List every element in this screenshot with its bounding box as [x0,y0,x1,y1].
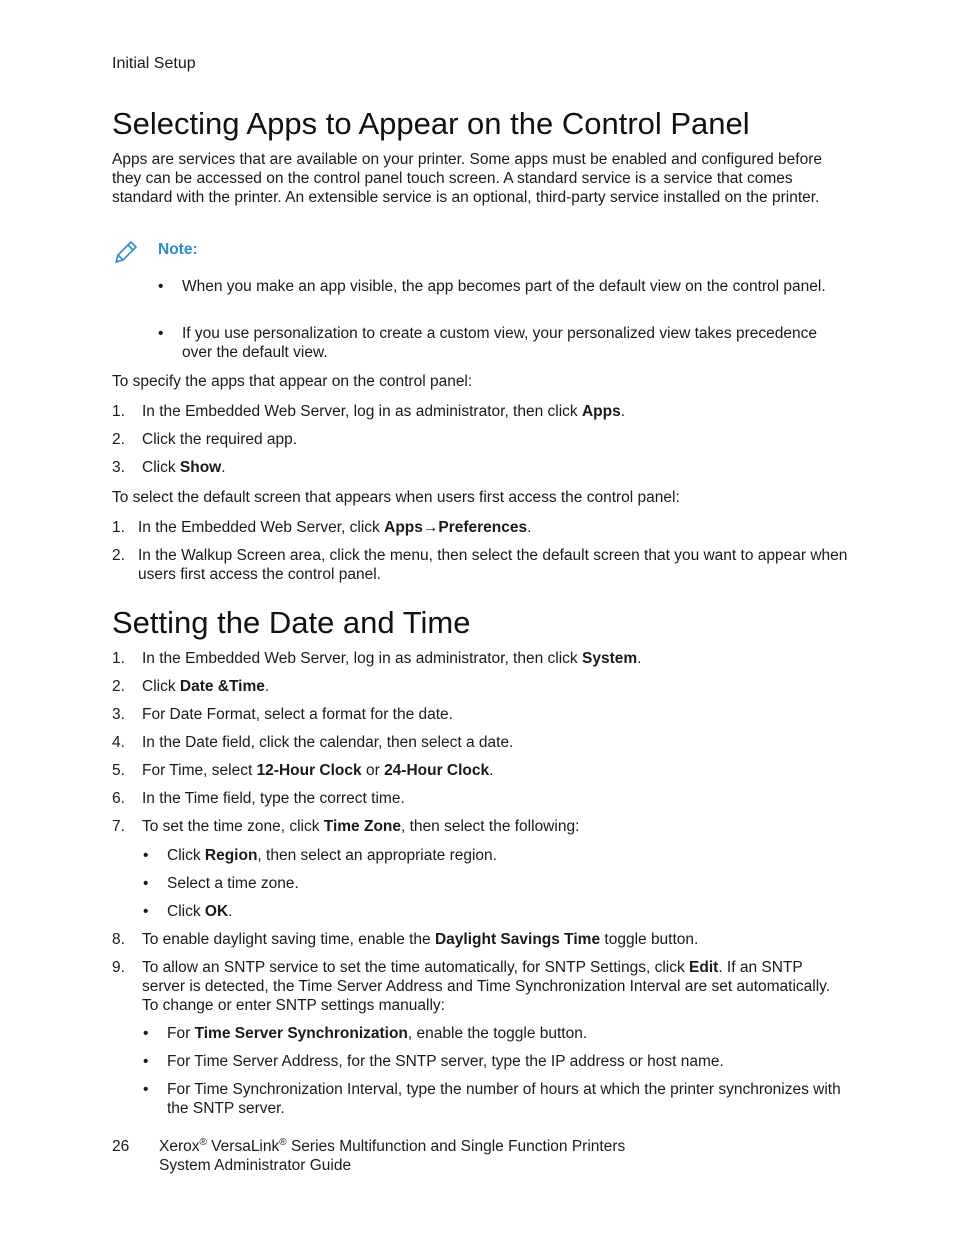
page-number: 26 [112,1138,130,1155]
step-number: 2. [112,678,125,695]
step-text: In the Time field, type the correct time. [142,790,405,807]
step-text: In the Embedded Web Server, log in as administrator, then click Apps. [142,403,626,420]
intro-paragraph: Apps are services that are available on your printer. Some apps must be enabled and configured before they can be accessed on the control panel touch screen. A standard service is a service that comes standard with the printer. An extensible service is an optional, third-party service installed on the printer. [112,151,822,206]
step-number: 6. [112,790,125,807]
step-text: To enable daylight saving time, enable the Daylight Savings Time toggle button. [142,931,699,948]
step-number: 3. [112,706,125,723]
pencil-icon [112,240,138,266]
bullet-dot: • [158,325,164,342]
step-text: For Time, select 12-Hour Clock or 24-Hour Clock. [142,762,494,779]
lead-paragraph-1: To specify the apps that appear on the control panel: [112,373,473,390]
step-text: To set the time zone, click Time Zone, then select the following: [142,818,580,835]
step-text: In the Walkup Screen area, click the menu, then select the default screen that you want to appear when users first access the control panel. [138,547,848,583]
step-number: 4. [112,734,125,751]
bullet-dot: • [143,1081,149,1098]
sub-bullet: For Time Server Address, for the SNTP server, type the IP address or host name. [167,1053,724,1070]
sub-bullet: Click OK. [167,903,233,920]
step-number: 8. [112,931,125,948]
section-title-apps: Selecting Apps to Appear on the Control Panel [112,106,750,141]
step-number: 1. [112,650,125,667]
note-bullet-2: If you use personalization to create a custom view, your personalized view takes precedence over the default view. [182,325,817,361]
lead-paragraph-2: To select the default screen that appears when users first access the control panel: [112,489,680,506]
section-title-date-time: Setting the Date and Time [112,605,471,640]
bullet-dot: • [158,278,164,295]
step-number: 1. [112,403,125,420]
step-number: 3. [112,459,125,476]
step-text: For Date Format, select a format for the date. [142,706,453,723]
step-number: 5. [112,762,125,779]
step-text: Click Show. [142,459,226,476]
bullet-dot: • [143,847,149,864]
step-number: 1. [112,519,125,536]
footer-title: Xerox® VersaLink® Series Multifunction and Single Function Printers System Administrator Guide [159,1136,626,1174]
step-text: In the Embedded Web Server, log in as administrator, then click System. [142,650,642,667]
sub-bullet: Click Region, then select an appropriate region. [167,847,497,864]
bullet-dot: • [143,903,149,920]
step-text: Click Date &Time. [142,678,270,695]
sub-bullet: For Time Synchronization Interval, type the number of hours at which the printer synchronizes with the SNTP server. [167,1081,841,1117]
step-number: 2. [112,431,125,448]
note-bullet-1: When you make an app visible, the app becomes part of the default view on the control panel. [182,278,826,295]
step-text: In the Embedded Web Server, click Apps→Preferences. [138,519,532,536]
step-number: 2. [112,547,125,564]
step-number: 9. [112,959,125,976]
sub-bullet: For Time Server Synchronization, enable the toggle button. [167,1025,588,1042]
step-text: In the Date field, click the calendar, then select a date. [142,734,514,751]
step-text: To allow an SNTP service to set the time automatically, for SNTP Settings, click Edit. If an SNTP server is detected, the Time Server Address and Time Synchronization Interval are set automatically. To change or enter SNTP settings manually: [142,959,831,1014]
bullet-dot: • [143,1053,149,1070]
step-number: 7. [112,818,125,835]
note-label: Note: [158,241,198,258]
footer-subtitle: System Administrator Guide [159,1157,352,1174]
bullet-dot: • [143,875,149,892]
step-text: Click the required app. [142,431,298,448]
sub-bullet: Select a time zone. [167,875,299,892]
running-header: Initial Setup [112,55,196,72]
bullet-dot: • [143,1025,149,1042]
